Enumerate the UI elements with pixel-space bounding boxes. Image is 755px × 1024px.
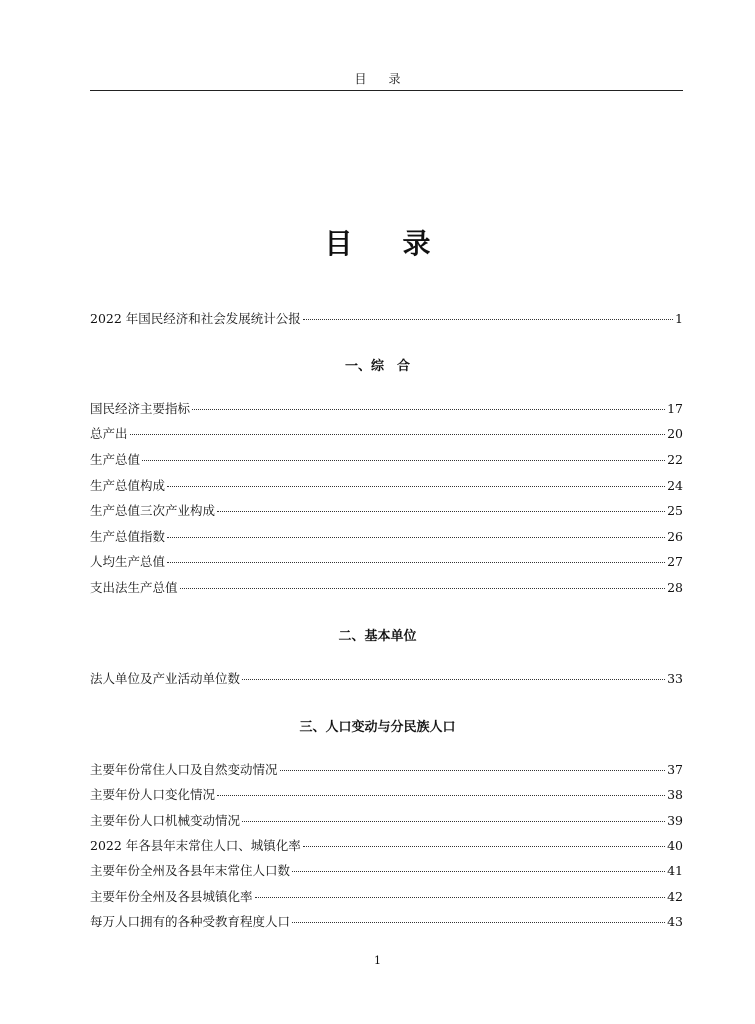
- toc-entry-label: 主要年份人口机械变动情况: [90, 813, 241, 828]
- toc-entry[interactable]: [90, 812, 683, 830]
- toc-entry-label: 生产总值构成: [90, 478, 166, 493]
- toc-entry-label: 主要年份常住人口及自然变动情况: [90, 762, 278, 777]
- toc-entry-page: 27: [667, 554, 683, 569]
- page-title-left: 目: [324, 227, 353, 260]
- toc-entry-label: 2022 年国民经济和社会发展统计公报: [90, 311, 301, 326]
- dot-leader: [180, 588, 666, 589]
- dot-leader: [130, 434, 666, 435]
- toc-entry[interactable]: [90, 477, 683, 495]
- toc-entry[interactable]: [90, 786, 683, 804]
- dot-leader: [192, 409, 665, 410]
- toc-entry[interactable]: [90, 579, 683, 597]
- toc-entry-label: 生产总值三次产业构成: [90, 503, 216, 518]
- toc-entry-label: 法人单位及产业活动单位数: [90, 671, 241, 686]
- dot-leader: [217, 795, 665, 796]
- toc-entry-page: 41: [667, 863, 683, 878]
- toc-entry-page: 43: [667, 914, 683, 929]
- dot-leader: [167, 562, 665, 563]
- toc-entry-page: 37: [667, 762, 683, 777]
- toc-entry-label: 支出法生产总值: [90, 580, 178, 595]
- toc-entry[interactable]: [90, 913, 683, 931]
- toc-entry-label: 人均生产总值: [90, 554, 166, 569]
- toc-entry[interactable]: [90, 888, 683, 906]
- toc-entry-page: 42: [667, 889, 683, 904]
- dot-leader: [142, 460, 665, 461]
- toc-entry[interactable]: [90, 837, 683, 855]
- page-title: [0, 222, 755, 262]
- dot-leader: [303, 846, 665, 847]
- toc-entry-page: 24: [667, 478, 683, 493]
- toc-entry-page: 40: [667, 838, 683, 853]
- toc-entry-label: 生产总值指数: [90, 529, 166, 544]
- toc-entry[interactable]: [90, 425, 683, 443]
- dot-leader: [167, 486, 665, 487]
- toc-entry-label: 主要年份全州及各县年末常住人口数: [90, 863, 291, 878]
- dot-leader: [280, 770, 666, 771]
- toc-entry[interactable]: [90, 502, 683, 520]
- section-heading-3: 三、人口变动与分民族人口: [299, 720, 456, 735]
- toc-entry[interactable]: [90, 553, 683, 571]
- toc-entry[interactable]: [90, 862, 683, 880]
- toc-entry-report[interactable]: [90, 310, 683, 328]
- toc-entry-label: 总产出: [90, 426, 128, 441]
- toc-entry-page: 38: [667, 787, 683, 802]
- toc-entry[interactable]: [90, 400, 683, 418]
- toc-entry[interactable]: [90, 670, 683, 688]
- toc-entry-page: 26: [667, 529, 683, 544]
- toc-entry[interactable]: [90, 761, 683, 779]
- toc-entry-page: 33: [667, 671, 683, 686]
- dot-leader: [242, 821, 665, 822]
- toc-entry[interactable]: [90, 451, 683, 469]
- dot-leader: [242, 679, 665, 680]
- page-title-right: 录: [402, 227, 431, 260]
- toc-entry-label: 每万人口拥有的各种受教育程度人口: [90, 914, 291, 929]
- header-rule: [90, 90, 683, 91]
- running-header: [0, 70, 755, 87]
- section-heading-1: 一、综 合: [344, 359, 410, 374]
- toc-entry-page: 25: [667, 503, 683, 518]
- toc-entry-label: 国民经济主要指标: [90, 401, 191, 416]
- toc-entry-label: 生产总值: [90, 452, 141, 467]
- dot-leader: [217, 511, 665, 512]
- toc-entry-page: 39: [667, 813, 683, 828]
- toc-entry-page: 22: [667, 452, 683, 467]
- toc-entry-page: 20: [667, 426, 683, 441]
- dot-leader: [255, 897, 666, 898]
- toc-entry-page: 28: [667, 580, 683, 595]
- toc-entry-label: 主要年份人口变化情况: [90, 787, 216, 802]
- toc-entry-label: 2022 年各县年末常住人口、城镇化率: [90, 838, 301, 853]
- section-heading-2: 二、基本单位: [338, 629, 417, 644]
- running-header-right: 录: [388, 72, 401, 86]
- toc-entry-label: 主要年份全州及各县城镇化率: [90, 889, 253, 904]
- toc-entry-page: 1: [675, 311, 683, 326]
- dot-leader: [292, 871, 665, 872]
- toc-entry-page: 17: [667, 401, 683, 416]
- dot-leader: [292, 922, 665, 923]
- dot-leader: [303, 319, 673, 320]
- running-header-left: 目: [354, 72, 367, 86]
- toc-entry[interactable]: [90, 528, 683, 546]
- page-number: 1: [374, 954, 381, 967]
- dot-leader: [167, 537, 665, 538]
